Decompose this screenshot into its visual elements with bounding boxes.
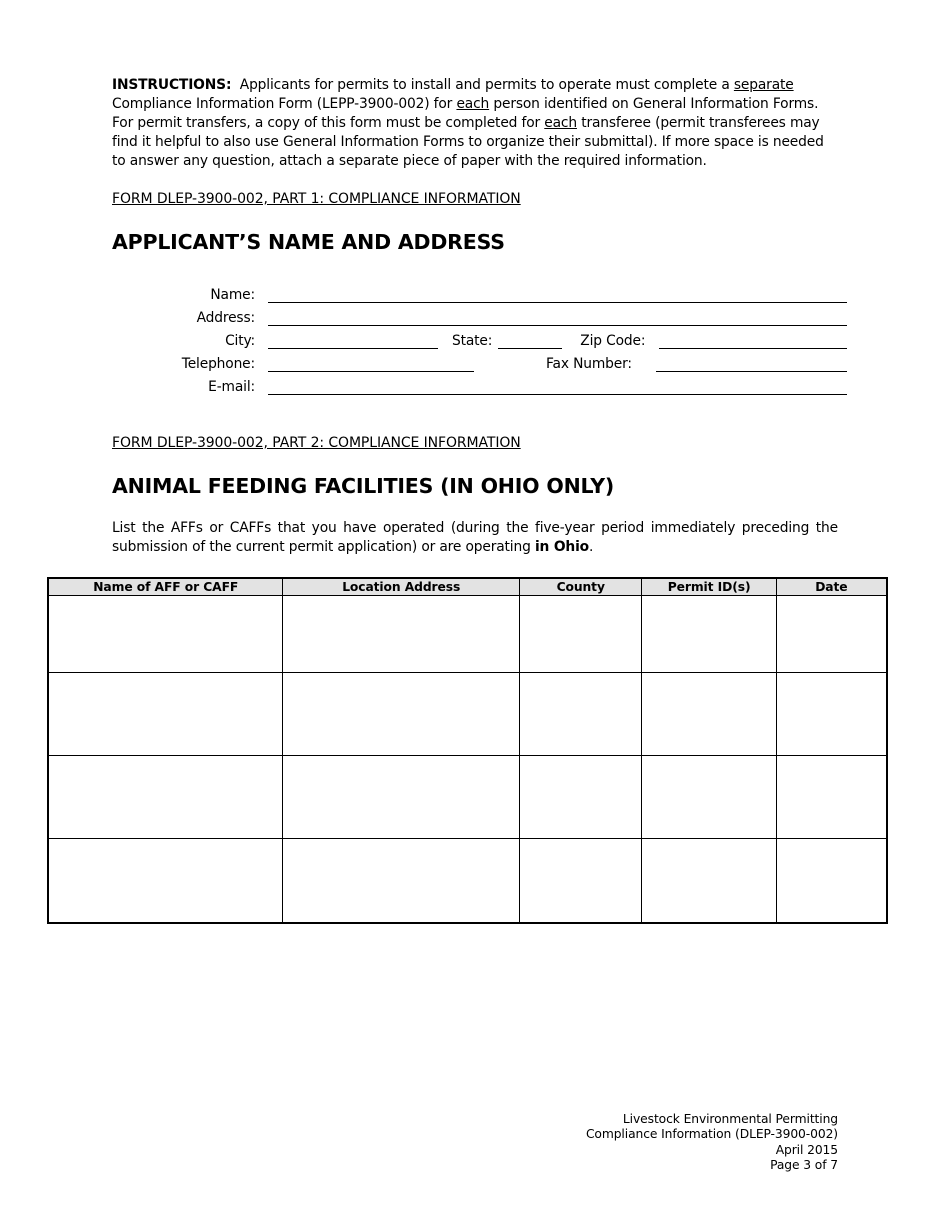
cell-permit-ids[interactable]: [642, 595, 776, 672]
cell-date[interactable]: [776, 672, 887, 755]
telephone-input-line[interactable]: [268, 354, 474, 372]
telephone-fax-field-row: [112, 349, 847, 372]
applicant-fields: [112, 280, 847, 395]
instructions-underline-each-2: each: [544, 115, 577, 131]
aff-intro-bold-in-ohio: in Ohio: [534, 539, 590, 555]
state-label: State:: [452, 333, 493, 349]
aff-intro-paragraph: [112, 519, 838, 557]
header-name-of-aff-or-caff: Name of AFF or CAFF: [48, 578, 283, 595]
state-input-line[interactable]: [498, 331, 562, 349]
footer-line-program: Livestock Environmental Permitting: [622, 1112, 838, 1126]
cell-county[interactable]: [520, 838, 642, 923]
fax-number-label: Fax Number:: [546, 356, 632, 372]
header-county: County: [520, 578, 642, 595]
cell-permit-ids[interactable]: [642, 838, 776, 923]
instructions-paragraph: [112, 76, 838, 171]
instructions-underline-separate: separate: [733, 77, 794, 93]
name-input-line[interactable]: [268, 285, 847, 303]
email-input-line[interactable]: [268, 377, 847, 395]
cell-county[interactable]: [520, 755, 642, 838]
cell-county[interactable]: [520, 672, 642, 755]
city-state-zip-field-row: [112, 326, 847, 349]
cell-location-address[interactable]: [283, 838, 520, 923]
cell-location-address[interactable]: [283, 672, 520, 755]
zip-code-label: Zip Code:: [580, 333, 646, 349]
email-label: E-mail:: [208, 379, 255, 395]
header-permit-ids: Permit ID(s): [642, 578, 776, 595]
cell-permit-ids[interactable]: [642, 755, 776, 838]
instructions-seg2: Compliance Information Form (LEPP-3900-002) for: [112, 96, 457, 112]
aff-intro-seg1: List the AFFs or CAFFs that you have operated (during the five-year period immediately preceding the submission of the current permit application) or are operating: [112, 520, 838, 555]
aff-table: [47, 577, 888, 924]
cell-location-address[interactable]: [283, 755, 520, 838]
cell-date[interactable]: [776, 595, 887, 672]
cell-name-of-aff-or-caff[interactable]: [48, 755, 283, 838]
aff-intro-seg2: .: [589, 539, 594, 555]
email-field-row: [112, 372, 847, 395]
cell-county[interactable]: [520, 595, 642, 672]
telephone-label: Telephone:: [181, 356, 255, 372]
aff-table-container: [47, 577, 888, 924]
address-field-row: [112, 303, 847, 326]
instructions-label: INSTRUCTIONS:: [112, 77, 232, 93]
address-label: Address:: [196, 310, 255, 326]
instructions-seg3: person identified on General Information Forms. For permit transfers, a copy of this form must be completed for: [112, 96, 819, 131]
instructions-seg1: Applicants for permits to install and permits to operate must complete a: [231, 77, 734, 93]
name-label: Name:: [210, 287, 255, 303]
cell-date[interactable]: [776, 755, 887, 838]
city-input-line[interactable]: [268, 331, 438, 349]
address-input-line[interactable]: [268, 308, 847, 326]
footer-line-date: April 2015: [775, 1142, 838, 1157]
fax-number-input-line[interactable]: [656, 354, 847, 372]
instructions-underline-each-1: each: [456, 96, 490, 112]
aff-table-header-row: [48, 578, 887, 595]
cell-date[interactable]: [776, 838, 887, 923]
city-label: City:: [225, 333, 255, 349]
header-location-address: Location Address: [283, 578, 520, 595]
cell-permit-ids[interactable]: [642, 672, 776, 755]
table-row: [48, 595, 887, 672]
part2-heading: FORM DLEP-3900-002, PART 2: COMPLIANCE INFORMATION: [112, 435, 521, 451]
cell-name-of-aff-or-caff[interactable]: [48, 595, 283, 672]
name-field-row: [112, 280, 847, 303]
part1-heading: FORM DLEP-3900-002, PART 1: COMPLIANCE INFORMATION: [112, 191, 521, 207]
header-date: Date: [776, 578, 887, 595]
zip-code-input-line[interactable]: [659, 331, 847, 349]
footer-line-form-id: Compliance Information (DLEP-3900-002): [585, 1127, 838, 1142]
table-row: [48, 672, 887, 755]
footer-line-page-number: Page 3 of 7: [770, 1158, 838, 1173]
section2-title: ANIMAL FEEDING FACILITIES (IN OHIO ONLY): [112, 474, 615, 498]
table-row: [48, 838, 887, 923]
instructions-seg4: transferee (permit transferees may find it helpful to also use General Information Forms to organize their submittal). If more space is needed to answer any question, attach a separate piece of paper with the required information.: [112, 115, 824, 169]
cell-location-address[interactable]: [283, 595, 520, 672]
cell-name-of-aff-or-caff[interactable]: [48, 838, 283, 923]
page-footer: [586, 1112, 838, 1174]
cell-name-of-aff-or-caff[interactable]: [48, 672, 283, 755]
table-row: [48, 755, 887, 838]
section1-title: APPLICANT’S NAME AND ADDRESS: [112, 230, 505, 254]
